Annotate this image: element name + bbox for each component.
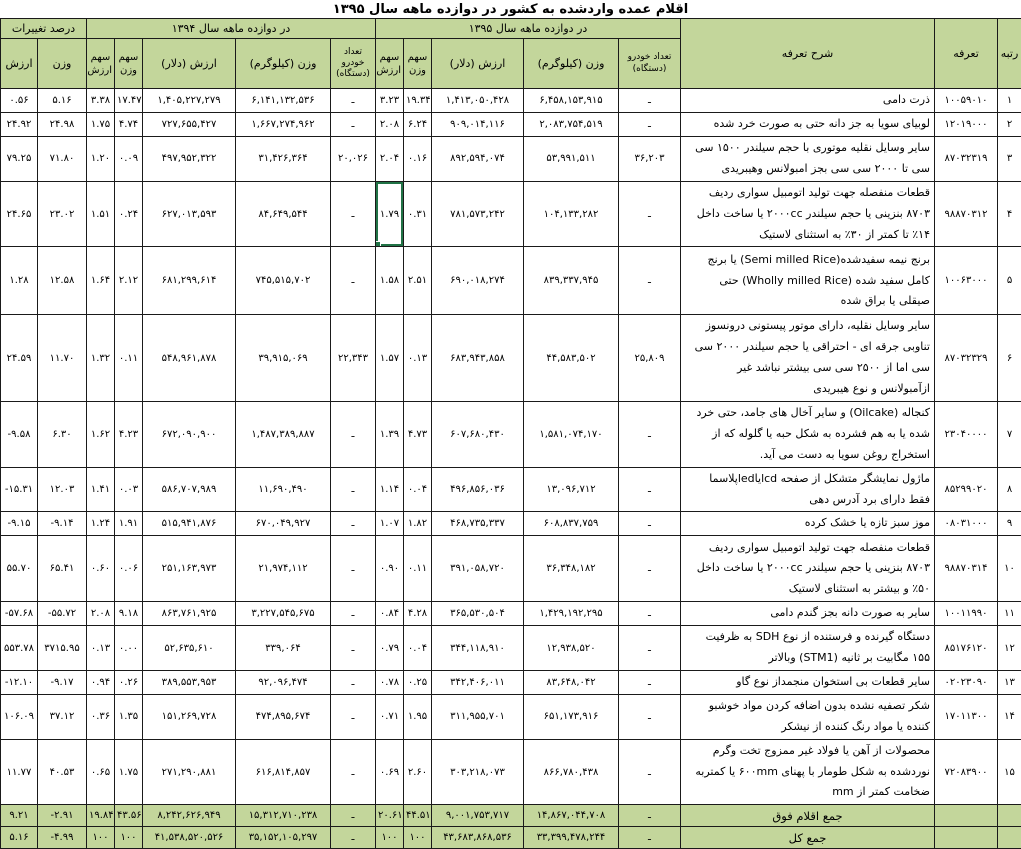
cell-rank[interactable]: ۱ <box>998 89 1021 113</box>
cell-weight-1394[interactable]: ۱,۶۶۷,۲۷۴,۹۶۲ <box>236 112 331 136</box>
cell-count-1394[interactable]: ـ <box>331 402 376 468</box>
cell-change-weight[interactable]: ۵.۱۶ <box>38 89 87 113</box>
cell-value-1394[interactable]: ۱۵۱,۲۶۹,۷۲۸ <box>143 694 236 739</box>
cell-description[interactable]: لوبیای سویا به جز دانه حتی به صورت خرد شده <box>681 112 935 136</box>
cell-weight-1395[interactable]: ۲,۰۸۳,۷۵۴,۵۱۹ <box>524 112 619 136</box>
cell-value-1395[interactable]: ۷۸۱,۵۷۳,۲۴۲ <box>432 181 524 247</box>
cell-weight-1394[interactable]: ۳,۲۲۷,۵۴۵,۶۷۵ <box>236 602 331 626</box>
cell-value-1395[interactable]: ۸۹۲,۵۹۴,۰۷۴ <box>432 136 524 181</box>
cell-change-value[interactable]: ۲۴.۵۹ <box>1 315 38 402</box>
totals-cell-value-1395[interactable]: ۹,۰۰۱,۷۵۳,۷۱۷ <box>432 805 524 827</box>
totals-cell-weight-share-1394[interactable]: ۱۰۰ <box>115 827 143 849</box>
header-change-weight[interactable]: وزن <box>38 39 87 89</box>
cell-weight-1394[interactable]: ۹۲,۰۹۶,۴۷۴ <box>236 671 331 695</box>
cell-change-value[interactable]: -۹.۱۵ <box>1 512 38 536</box>
imports-table <box>0 18 1021 849</box>
cell-weight-1394[interactable]: ۳۱,۴۲۶,۳۶۴ <box>236 136 331 181</box>
cell-description[interactable]: ذرت دامی <box>681 89 935 113</box>
cell-tariff[interactable]: ۸۷۰۳۲۳۲۹ <box>935 315 998 402</box>
cell-tariff[interactable]: ۱۷۰۱۱۳۰۰ <box>935 694 998 739</box>
table-row <box>1 739 1021 805</box>
cell-tariff[interactable]: ۹۸۸۷۰۳۱۴ <box>935 536 998 602</box>
cell-change-weight[interactable]: ۶.۳۰ <box>38 402 87 468</box>
cell-weight-share-1394[interactable]: ۱.۷۵ <box>115 739 143 805</box>
table-row <box>1 536 1021 602</box>
header-value-share-1395[interactable]: سهم ارزش <box>376 39 404 89</box>
cell-value-1394[interactable]: ۸۶۳,۷۶۱,۹۲۵ <box>143 602 236 626</box>
cell-value-1394[interactable]: ۶۸۱,۲۹۹,۶۱۴ <box>143 247 236 315</box>
cell-count-1395[interactable]: ـ <box>619 739 681 805</box>
cell-value-1394[interactable]: ۳۸۹,۵۵۳,۹۵۳ <box>143 671 236 695</box>
header-group-1394[interactable]: در دوازده ماهه سال ۱۳۹۴ <box>87 19 376 39</box>
cell-count-1394[interactable]: ـ <box>331 512 376 536</box>
cell-rank[interactable]: ۲ <box>998 112 1021 136</box>
cell-change-weight[interactable]: ۷۱.۸۰ <box>38 136 87 181</box>
cell-change-weight[interactable]: ۱۱.۷۰ <box>38 315 87 402</box>
cell-value-share-1395[interactable]: ۰.۷۸ <box>376 671 404 695</box>
cell-value-share-1394[interactable]: ۳.۳۸ <box>87 89 115 113</box>
cell-value-share-1395[interactable]: ۰.۸۴ <box>376 602 404 626</box>
cell-count-1394[interactable]: ـ <box>331 602 376 626</box>
cell-weight-1395[interactable]: ۵۳,۹۹۱,۵۱۱ <box>524 136 619 181</box>
cell-value-1395[interactable]: ۳۹۱,۰۵۸,۷۲۰ <box>432 536 524 602</box>
cell-count-1394[interactable]: ـ <box>331 467 376 512</box>
cell-value-1395[interactable]: ۳۰۳,۲۱۸,۰۷۳ <box>432 739 524 805</box>
cell-value-1394[interactable]: ۲۷۱,۲۹۰,۸۸۱ <box>143 739 236 805</box>
cell-value-share-1394[interactable]: ۱.۳۲ <box>87 315 115 402</box>
cell-description[interactable]: قطعات منفصله جهت تولید اتومبیل سواری ردیف ۸۷۰۳ بنزینی یا حجم سیلندر ۲۰۰۰cc یا ساخت داخل ۱۴٪ تا کمتر از ۳۰٪ به استثنای لاستیک <box>681 181 935 247</box>
cell-count-1394[interactable]: ۲۰,۰۲۶ <box>331 136 376 181</box>
cell-rank[interactable]: ۹ <box>998 512 1021 536</box>
cell-change-value[interactable]: ۱۰۶.۰۹ <box>1 694 38 739</box>
cell-count-1395[interactable]: ـ <box>619 671 681 695</box>
cell-value-1394[interactable]: ۵۱۵,۹۴۱,۸۷۶ <box>143 512 236 536</box>
selected-cell[interactable]: ۱.۷۹ <box>376 181 404 247</box>
totals-cell-count-1394[interactable]: ـ <box>331 805 376 827</box>
totals-cell-count-1395[interactable]: ـ <box>619 827 681 849</box>
header-change-value[interactable]: ارزش <box>1 39 38 89</box>
cell-weight-share-1394[interactable]: ۲.۱۲ <box>115 247 143 315</box>
totals-cell-weight-share-1395[interactable]: ۱۰۰ <box>404 827 432 849</box>
cell-change-value[interactable]: -۹.۵۸ <box>1 402 38 468</box>
cell-value-share-1395[interactable]: ۳.۲۳ <box>376 89 404 113</box>
cell-value-share-1395[interactable]: ۰.۹۰ <box>376 536 404 602</box>
header-weight-share-1395[interactable]: سهم وزن <box>404 39 432 89</box>
cell-tariff[interactable]: ۱۰۰۱۱۹۹۰ <box>935 602 998 626</box>
cell-rank[interactable]: ۱۱ <box>998 602 1021 626</box>
cell-value-share-1395[interactable]: ۱.۱۴ <box>376 467 404 512</box>
cell-value-share-1394[interactable]: ۱.۴۱ <box>87 467 115 512</box>
table-row <box>1 512 1021 536</box>
cell-weight-share-1395[interactable]: ۴.۷۳ <box>404 402 432 468</box>
cell-weight-1394[interactable]: ۳۹,۹۱۵,۰۶۹ <box>236 315 331 402</box>
cell-value-1394[interactable]: ۵۲,۶۳۵,۶۱۰ <box>143 626 236 671</box>
header-group-change[interactable]: درصد تغییرات <box>1 19 87 39</box>
page-title: اقلام عمده واردشده به کشور در دوازده ماهه سال ۱۳۹۵ <box>0 2 1021 17</box>
cell-value-share-1395[interactable]: ۱.۳۹ <box>376 402 404 468</box>
cell-count-1395[interactable]: ۲۵,۸۰۹ <box>619 315 681 402</box>
cell-rank[interactable]: ۷ <box>998 402 1021 468</box>
cell-weight-1395[interactable]: ۱,۵۸۱,۰۷۴,۱۷۰ <box>524 402 619 468</box>
cell-value-share-1394[interactable]: ۰.۳۶ <box>87 694 115 739</box>
cell-tariff[interactable]: ۱۲۰۱۹۰۰۰ <box>935 112 998 136</box>
table-row <box>1 247 1021 315</box>
cell-weight-1395[interactable]: ۸۳۹,۳۳۷,۹۴۵ <box>524 247 619 315</box>
cell-value-share-1394[interactable]: ۰.۹۴ <box>87 671 115 695</box>
cell-weight-1395[interactable]: ۱۲,۹۳۸,۵۲۰ <box>524 626 619 671</box>
cell-count-1395[interactable]: ـ <box>619 247 681 315</box>
cell-weight-share-1395[interactable]: ۶.۲۴ <box>404 112 432 136</box>
cell-count-1394[interactable]: ـ <box>331 112 376 136</box>
totals-cell-value-share-1394[interactable]: ۱۰۰ <box>87 827 115 849</box>
cell-value-1395[interactable]: ۴۶۸,۷۳۵,۳۳۷ <box>432 512 524 536</box>
cell-weight-1394[interactable]: ۷۴۵,۵۱۵,۷۰۲ <box>236 247 331 315</box>
cell-weight-share-1395[interactable]: ۲.۵۱ <box>404 247 432 315</box>
totals-cell-change-value[interactable]: ۵.۱۶ <box>1 827 38 849</box>
table-row <box>1 89 1021 113</box>
cell-value-share-1395[interactable]: ۰.۷۱ <box>376 694 404 739</box>
cell-weight-share-1395[interactable]: ۱.۸۲ <box>404 512 432 536</box>
cell-change-weight[interactable]: ۲۴.۹۸ <box>38 112 87 136</box>
cell-change-value[interactable]: ۵۵.۷۰ <box>1 536 38 602</box>
cell-weight-share-1395[interactable]: ۲.۶۰ <box>404 739 432 805</box>
header-count-1394[interactable]: تعداد خودرو (دستگاه) <box>331 39 376 89</box>
totals-cell-count-1395[interactable]: ـ <box>619 805 681 827</box>
cell-description[interactable]: ماژول نمایشگر متشکل از صفحه lcdیاledپلاسما فقط دارای برد آدرس دهی <box>681 467 935 512</box>
totals-cell-value-share-1395[interactable]: ۱۰۰ <box>376 827 404 849</box>
cell-rank[interactable]: ۱۵ <box>998 739 1021 805</box>
cell-count-1394[interactable]: ـ <box>331 739 376 805</box>
cell-weight-1395[interactable]: ۱,۴۲۹,۱۹۲,۲۹۵ <box>524 602 619 626</box>
cell-weight-share-1394[interactable]: ۱.۹۱ <box>115 512 143 536</box>
cell-weight-1395[interactable]: ۸۶۶,۷۸۰,۴۳۸ <box>524 739 619 805</box>
cell-count-1394[interactable]: ـ <box>331 89 376 113</box>
totals-empty-cell[interactable] <box>998 827 1021 849</box>
totals-cell-change-value[interactable]: ۹.۲۱ <box>1 805 38 827</box>
cell-weight-share-1394[interactable]: ۰.۰۳ <box>115 467 143 512</box>
cell-description[interactable]: برنج نیمه سفیدشده(Semi milled Rice) یا برنج کامل سفید شده (Wholly milled Rice) حتی صیقلی یا براق شده <box>681 247 935 315</box>
cell-weight-1394[interactable]: ۱۱,۶۹۰,۴۹۰ <box>236 467 331 512</box>
totals-label[interactable]: جمع اقلام فوق <box>681 805 935 827</box>
cell-weight-1395[interactable]: ۶۰۸,۸۳۷,۷۵۹ <box>524 512 619 536</box>
cell-count-1394[interactable]: ـ <box>331 626 376 671</box>
cell-value-1394[interactable]: ۷۲۷,۶۵۵,۴۲۷ <box>143 112 236 136</box>
header-value-1395[interactable]: ارزش (دلار) <box>432 39 524 89</box>
cell-tariff[interactable]: ۱۰۰۶۳۰۰۰ <box>935 247 998 315</box>
cell-weight-share-1395[interactable]: ۱۹.۳۴ <box>404 89 432 113</box>
totals-label[interactable]: جمع کل <box>681 827 935 849</box>
table-row <box>1 112 1021 136</box>
cell-weight-1394[interactable]: ۴۷۴,۸۹۵,۶۷۴ <box>236 694 331 739</box>
cell-value-share-1394[interactable]: ۱.۷۵ <box>87 112 115 136</box>
totals-cell-value-share-1394[interactable]: ۱۹.۸۴ <box>87 805 115 827</box>
table-body <box>1 89 1021 849</box>
cell-tariff[interactable]: ۹۸۸۷۰۳۱۲ <box>935 181 998 247</box>
cell-value-1395[interactable]: ۶۰۷,۶۸۰,۴۳۰ <box>432 402 524 468</box>
cell-weight-1394[interactable]: ۳۳۹,۰۶۴ <box>236 626 331 671</box>
cell-change-weight[interactable]: ۶۵.۴۱ <box>38 536 87 602</box>
totals-cell-value-1394[interactable]: ۸,۲۴۲,۶۲۶,۹۴۹ <box>143 805 236 827</box>
cell-count-1394[interactable]: ۲۲,۳۴۳ <box>331 315 376 402</box>
totals-cell-value-1395[interactable]: ۴۳,۶۸۳,۸۶۸,۵۳۶ <box>432 827 524 849</box>
cell-weight-1395[interactable]: ۴۴,۵۸۳,۵۰۲ <box>524 315 619 402</box>
cell-weight-share-1395[interactable]: ۰.۳۱ <box>404 181 432 247</box>
table-row <box>1 315 1021 402</box>
cell-weight-share-1394[interactable]: ۴.۲۳ <box>115 402 143 468</box>
cell-count-1395[interactable]: ۳۶,۲۰۳ <box>619 136 681 181</box>
cell-value-share-1394[interactable]: ۲.۰۸ <box>87 602 115 626</box>
cell-count-1395[interactable]: ـ <box>619 181 681 247</box>
cell-change-weight[interactable]: -۹.۱۷ <box>38 671 87 695</box>
cell-value-1394[interactable]: ۶۲۷,۰۱۳,۵۹۳ <box>143 181 236 247</box>
header-weight-share-1394[interactable]: سهم وزن <box>115 39 143 89</box>
cell-rank[interactable]: ۶ <box>998 315 1021 402</box>
cell-weight-share-1395[interactable]: ۰.۰۴ <box>404 467 432 512</box>
cell-weight-share-1394[interactable]: ۹.۱۸ <box>115 602 143 626</box>
header-rank[interactable]: رتبه <box>998 19 1021 89</box>
cell-rank[interactable]: ۱۳ <box>998 671 1021 695</box>
cell-change-value[interactable]: ۰.۵۶ <box>1 89 38 113</box>
totals-empty-cell[interactable] <box>935 827 998 849</box>
cell-weight-1394[interactable]: ۸۴,۶۴۹,۵۴۴ <box>236 181 331 247</box>
cell-weight-1394[interactable]: ۶۱۶,۸۱۴,۸۵۷ <box>236 739 331 805</box>
cell-weight-share-1395[interactable]: ۰.۱۳ <box>404 315 432 402</box>
cell-value-share-1395[interactable]: ۲.۰۴ <box>376 136 404 181</box>
cell-count-1395[interactable]: ـ <box>619 402 681 468</box>
cell-count-1394[interactable]: ـ <box>331 536 376 602</box>
cell-change-value[interactable]: ۲۴.۹۲ <box>1 112 38 136</box>
cell-change-value[interactable]: ۱.۲۸ <box>1 247 38 315</box>
cell-value-share-1395[interactable]: ۱.۵۸ <box>376 247 404 315</box>
totals-row <box>1 827 1021 849</box>
cell-change-value[interactable]: -۱۲.۱۰ <box>1 671 38 695</box>
cell-value-1395[interactable]: ۳۱۱,۹۵۵,۷۰۱ <box>432 694 524 739</box>
cell-rank[interactable]: ۱۰ <box>998 536 1021 602</box>
cell-description[interactable]: سایر به صورت دانه بجز گندم دامی <box>681 602 935 626</box>
cell-value-1394[interactable]: ۱,۴۰۵,۲۲۷,۲۷۹ <box>143 89 236 113</box>
cell-tariff[interactable]: ۷۲۰۸۳۹۰۰ <box>935 739 998 805</box>
cell-value-1394[interactable]: ۶۷۲,۰۹۰,۹۰۰ <box>143 402 236 468</box>
cell-value-share-1394[interactable]: ۰.۶۵ <box>87 739 115 805</box>
cell-value-share-1394[interactable]: ۰.۱۳ <box>87 626 115 671</box>
cell-weight-1394[interactable]: ۶,۱۴۱,۱۳۲,۵۳۶ <box>236 89 331 113</box>
cell-change-weight[interactable]: ۱۲.۰۳ <box>38 467 87 512</box>
table-header <box>1 19 1021 89</box>
cell-value-share-1394[interactable]: ۰.۶۰ <box>87 536 115 602</box>
header-weight-1394[interactable]: وزن (کیلوگرم) <box>236 39 331 89</box>
cell-tariff[interactable]: ۸۵۲۹۹۰۲۰ <box>935 467 998 512</box>
table-row <box>1 136 1021 181</box>
table-row <box>1 602 1021 626</box>
cell-description[interactable]: سایر وسایل نقلیه، دارای موتور پیستونی درونسوز تناوبی جرقه ای - احتراقی یا حجم سیلندر ۲۰۰۰ سی سی اما از ۲۵۰۰ سی سی بیشتر نباشد غیر ازآمبولانس و نوع هیبریدی <box>681 315 935 402</box>
cell-change-value[interactable]: ۵۵۳.۷۸ <box>1 626 38 671</box>
cell-value-1395[interactable]: ۶۹۰,۰۱۸,۲۷۴ <box>432 247 524 315</box>
totals-cell-count-1394[interactable]: ـ <box>331 827 376 849</box>
cell-weight-share-1395[interactable]: ۱.۹۵ <box>404 694 432 739</box>
cell-value-share-1394[interactable]: ۱.۲۴ <box>87 512 115 536</box>
header-count-1395[interactable]: تعداد خودرو (دستگاه) <box>619 39 681 89</box>
cell-weight-1394[interactable]: ۲۱,۹۷۴,۱۱۲ <box>236 536 331 602</box>
cell-weight-1395[interactable]: ۶,۴۵۸,۱۵۳,۹۱۵ <box>524 89 619 113</box>
header-weight-1395[interactable]: وزن (کیلوگرم) <box>524 39 619 89</box>
cell-count-1395[interactable]: ـ <box>619 467 681 512</box>
cell-weight-1395[interactable]: ۱۰۴,۱۳۳,۲۸۲ <box>524 181 619 247</box>
cell-value-share-1395[interactable]: ۱.۵۷ <box>376 315 404 402</box>
cell-tariff[interactable]: ۰۸۰۳۱۰۰۰ <box>935 512 998 536</box>
totals-row <box>1 805 1021 827</box>
cell-value-share-1394[interactable]: ۱.۶۲ <box>87 402 115 468</box>
cell-change-weight[interactable]: ۳۷.۱۲ <box>38 694 87 739</box>
cell-weight-1395[interactable]: ۱۳,۰۹۶,۷۱۲ <box>524 467 619 512</box>
cell-count-1395[interactable]: ـ <box>619 694 681 739</box>
cell-change-weight[interactable]: -۹.۱۴ <box>38 512 87 536</box>
cell-rank[interactable]: ۸ <box>998 467 1021 512</box>
cell-count-1395[interactable]: ـ <box>619 626 681 671</box>
cell-value-share-1394[interactable]: ۱.۲۰ <box>87 136 115 181</box>
cell-value-share-1394[interactable]: ۱.۵۱ <box>87 181 115 247</box>
cell-value-1395[interactable]: ۳۶۵,۵۳۰,۵۰۴ <box>432 602 524 626</box>
cell-description[interactable]: کنجاله (Oilcake) و سایر آخال های جامد، حتی خرد شده یا به هم فشرده به شکل حبه یا گلوله که از استخراج روغن سویا به دست می آید. <box>681 402 935 468</box>
totals-cell-change-weight[interactable]: -۴.۹۹ <box>38 827 87 849</box>
cell-value-1395[interactable]: ۴۹۶,۸۵۶,۰۳۶ <box>432 467 524 512</box>
cell-change-value[interactable]: -۱۵.۳۱ <box>1 467 38 512</box>
cell-weight-1395[interactable]: ۸۳,۶۴۸,۰۴۲ <box>524 671 619 695</box>
cell-description[interactable]: سایر قطعات بی استخوان منجمداز نوع گاو <box>681 671 935 695</box>
cell-weight-1394[interactable]: ۱,۴۸۷,۳۸۹,۸۸۷ <box>236 402 331 468</box>
cell-value-1394[interactable]: ۴۹۷,۹۵۲,۳۲۲ <box>143 136 236 181</box>
table-row <box>1 402 1021 468</box>
cell-value-share-1395[interactable]: ۰.۶۹ <box>376 739 404 805</box>
cell-weight-share-1395[interactable]: ۰.۰۴ <box>404 626 432 671</box>
cell-weight-share-1395[interactable]: ۰.۱۱ <box>404 536 432 602</box>
cell-weight-share-1394[interactable]: ۴.۷۴ <box>115 112 143 136</box>
cell-weight-share-1394[interactable]: ۰.۰۹ <box>115 136 143 181</box>
cell-change-value[interactable]: ۲۴.۶۵ <box>1 181 38 247</box>
cell-tariff[interactable]: ۲۳۰۴۰۰۰۰ <box>935 402 998 468</box>
cell-change-value[interactable]: ۷۹.۲۵ <box>1 136 38 181</box>
cell-count-1395[interactable]: ـ <box>619 536 681 602</box>
cell-change-weight[interactable]: ۱۲.۵۸ <box>38 247 87 315</box>
header-value-share-1394[interactable]: سهم ارزش <box>87 39 115 89</box>
cell-count-1395[interactable]: ـ <box>619 112 681 136</box>
cell-weight-share-1394[interactable]: ۰.۱۱ <box>115 315 143 402</box>
table-row <box>1 671 1021 695</box>
cell-weight-share-1394[interactable]: ۱۷.۴۷ <box>115 89 143 113</box>
cell-change-weight[interactable]: ۳۷۱۵.۹۵ <box>38 626 87 671</box>
totals-cell-weight-1394[interactable]: ۱۵,۳۱۲,۷۱۰,۲۳۸ <box>236 805 331 827</box>
cell-value-1395[interactable]: ۹۰۹,۰۱۴,۱۱۶ <box>432 112 524 136</box>
header-tariff[interactable]: تعرفه <box>935 19 998 89</box>
cell-value-share-1395[interactable]: ۲.۰۸ <box>376 112 404 136</box>
cell-weight-share-1394[interactable]: ۰.۰۰ <box>115 626 143 671</box>
totals-empty-cell[interactable] <box>998 805 1021 827</box>
cell-change-value[interactable]: -۵۷.۶۸ <box>1 602 38 626</box>
totals-cell-weight-1394[interactable]: ۳۵,۱۵۲,۱۰۵,۲۹۷ <box>236 827 331 849</box>
cell-count-1394[interactable]: ـ <box>331 247 376 315</box>
table-row <box>1 626 1021 671</box>
cell-count-1395[interactable]: ـ <box>619 89 681 113</box>
cell-change-weight[interactable]: -۵۵.۷۲ <box>38 602 87 626</box>
cell-value-1394[interactable]: ۵۴۸,۹۶۱,۸۷۸ <box>143 315 236 402</box>
cell-weight-share-1394[interactable]: ۰.۰۶ <box>115 536 143 602</box>
totals-cell-value-1394[interactable]: ۴۱,۵۳۸,۵۲۰,۵۲۶ <box>143 827 236 849</box>
cell-weight-share-1395[interactable]: ۴.۲۸ <box>404 602 432 626</box>
totals-cell-weight-1395[interactable]: ۱۴,۸۶۷,۰۴۴,۷۰۸ <box>524 805 619 827</box>
cell-weight-share-1394[interactable]: ۰.۲۴ <box>115 181 143 247</box>
cell-description[interactable]: محصولات از آهن یا فولاد غیر ممزوج تخت وگرم نوردشده به شکل طومار با پهنای ۶۰۰mm یا کمتربه ضخامت کمتر از mm <box>681 739 935 805</box>
cell-count-1394[interactable]: ـ <box>331 181 376 247</box>
cell-tariff[interactable]: ۰۲۰۲۳۰۹۰ <box>935 671 998 695</box>
cell-weight-share-1394[interactable]: ۱.۳۵ <box>115 694 143 739</box>
cell-weight-1395[interactable]: ۶۵۱,۱۷۳,۹۱۶ <box>524 694 619 739</box>
cell-tariff[interactable]: ۸۵۱۷۶۱۲۰ <box>935 626 998 671</box>
totals-cell-value-share-1395[interactable]: ۲۰.۶۱ <box>376 805 404 827</box>
cell-weight-share-1394[interactable]: ۰.۲۶ <box>115 671 143 695</box>
cell-value-1395[interactable]: ۶۸۳,۹۴۳,۸۵۸ <box>432 315 524 402</box>
cell-count-1394[interactable]: ـ <box>331 694 376 739</box>
cell-tariff[interactable]: ۸۷۰۳۲۳۱۹ <box>935 136 998 181</box>
header-group-1395[interactable]: در دوازده ماهه سال ۱۳۹۵ <box>376 19 681 39</box>
cell-count-1395[interactable]: ـ <box>619 602 681 626</box>
header-description[interactable]: شرح تعرفه <box>681 19 935 89</box>
cell-rank[interactable]: ۴ <box>998 181 1021 247</box>
cell-count-1395[interactable]: ـ <box>619 512 681 536</box>
cell-value-share-1395[interactable]: ۰.۷۹ <box>376 626 404 671</box>
cell-tariff[interactable]: ۱۰۰۵۹۰۱۰ <box>935 89 998 113</box>
cell-weight-1394[interactable]: ۶۷۰,۰۴۹,۹۲۷ <box>236 512 331 536</box>
cell-description[interactable]: قطعات منفصله جهت تولید اتومبیل سواری ردیف ۸۷۰۳ بنزینی یا حجم سیلندر ۲۰۰۰cc یا ساخت داخل ۵۰٪ و بیشتر به استثنای لاستیک <box>681 536 935 602</box>
cell-weight-share-1395[interactable]: ۰.۱۶ <box>404 136 432 181</box>
cell-weight-1395[interactable]: ۳۶,۳۴۸,۱۸۲ <box>524 536 619 602</box>
header-value-1394[interactable]: ارزش (دلار) <box>143 39 236 89</box>
totals-cell-weight-1395[interactable]: ۳۳,۳۹۹,۴۷۸,۲۴۴ <box>524 827 619 849</box>
cell-value-1394[interactable]: ۲۵۱,۱۶۳,۹۷۳ <box>143 536 236 602</box>
cell-value-share-1394[interactable]: ۱.۶۴ <box>87 247 115 315</box>
cell-rank[interactable]: ۱۲ <box>998 626 1021 671</box>
totals-cell-weight-share-1395[interactable]: ۴۴.۵۱ <box>404 805 432 827</box>
cell-value-1395[interactable]: ۳۴۴,۱۱۸,۹۱۰ <box>432 626 524 671</box>
cell-rank[interactable]: ۵ <box>998 247 1021 315</box>
cell-description[interactable]: سایر وسایل نقلیه موتوری با حجم سیلندر ۱۵۰۰ سی سی تا ۲۰۰۰ سی سی بجز امبولانس وهیبریدی <box>681 136 935 181</box>
table-row <box>1 467 1021 512</box>
cell-rank[interactable]: ۳ <box>998 136 1021 181</box>
table-row <box>1 181 1021 247</box>
cell-description[interactable]: موز سبز تازه یا خشک کرده <box>681 512 935 536</box>
totals-cell-weight-share-1394[interactable]: ۴۳.۵۶ <box>115 805 143 827</box>
totals-cell-change-weight[interactable]: -۲.۹۱ <box>38 805 87 827</box>
cell-value-1395[interactable]: ۳۴۲,۴۰۶,۰۱۱ <box>432 671 524 695</box>
cell-description[interactable]: دستگاه گیرنده و فرستنده از نوع SDH به ظرفیت ۱۵۵ مگابیت بر ثانیه (STM1) وبالاتر <box>681 626 935 671</box>
cell-value-1395[interactable]: ۱,۴۱۳,۰۵۰,۴۲۸ <box>432 89 524 113</box>
cell-change-weight[interactable]: ۴۰.۵۳ <box>38 739 87 805</box>
cell-count-1394[interactable]: ـ <box>331 671 376 695</box>
cell-change-weight[interactable]: ۲۳.۰۲ <box>38 181 87 247</box>
totals-empty-cell[interactable] <box>935 805 998 827</box>
cell-weight-share-1395[interactable]: ۰.۲۵ <box>404 671 432 695</box>
cell-change-value[interactable]: ۱۱.۷۷ <box>1 739 38 805</box>
cell-value-share-1395[interactable]: ۱.۰۷ <box>376 512 404 536</box>
cell-description[interactable]: شکر تصفیه نشده بدون اضافه کردن مواد خوشبو کننده یا مواد رنگ کننده از نیشکر <box>681 694 935 739</box>
table-row <box>1 694 1021 739</box>
cell-value-1394[interactable]: ۵۸۶,۷۰۷,۹۸۹ <box>143 467 236 512</box>
cell-rank[interactable]: ۱۴ <box>998 694 1021 739</box>
